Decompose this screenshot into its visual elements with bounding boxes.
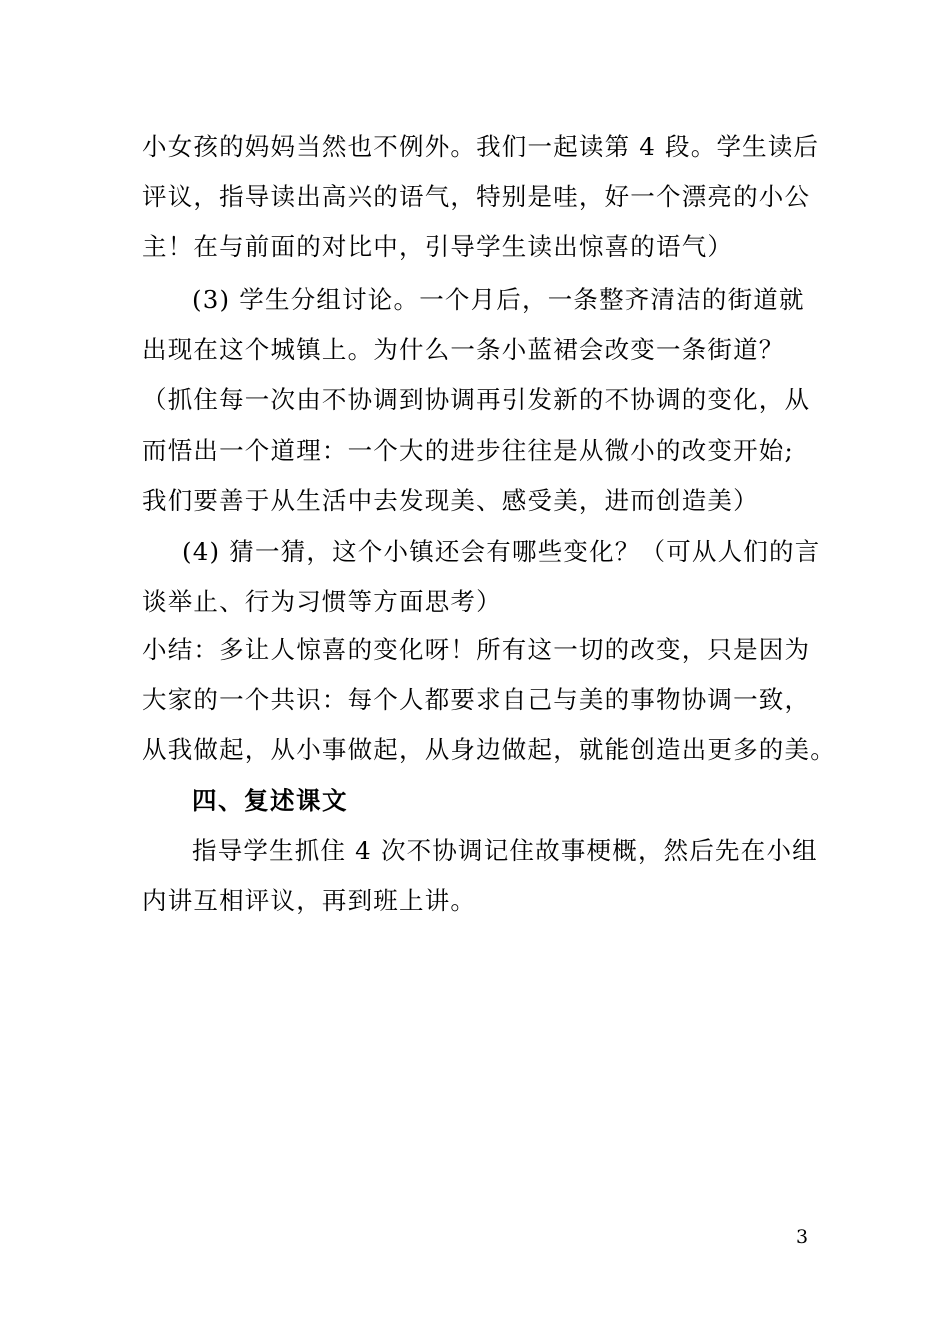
paragraph-line-3: 主！在与前面的对比中，引导学生读出惊喜的语气） (142, 232, 734, 261)
summary-line-1: 小结：多让人惊喜的变化呀！所有这一切的改变，只是因为 (142, 635, 811, 664)
page-number: 3 (796, 1226, 809, 1248)
paragraph-line-6: （抓住每一次由不协调到协调再引发新的不协调的变化，从 (142, 385, 811, 414)
paragraph-line-4: (3) 学生分组讨论。一个月后，一条整齐清洁的街道就 (192, 285, 805, 314)
paragraph-line-10: 谈举止、行为习惯等方面思考） (142, 587, 502, 616)
summary-line-2: 大家的一个共识：每个人都要求自己与美的事物协调一致， (142, 685, 811, 714)
paragraph-line-8: 我们要善于从生活中去发现美、感受美，进而创造美） (142, 486, 759, 515)
section-heading: 四、复述课文 (192, 786, 348, 815)
paragraph-line-7: 而悟出一个道理：一个大的进步往往是从微小的改变开始; (142, 436, 794, 465)
paragraph-line-9: (4) 猜一猜，这个小镇还会有哪些变化？（可从人们的言 (182, 537, 821, 566)
instruction-line-2: 内讲互相评议，再到班上讲。 (142, 886, 477, 915)
paragraph-line-2: 评议，指导读出高兴的语气，特别是哇，好一个漂亮的小公 (142, 182, 811, 211)
paragraph-line-1: 小女孩的妈妈当然也不例外。我们一起读第 4 段。学生读后 (142, 132, 820, 161)
paragraph-line-5: 出现在这个城镇上。为什么一条小蓝裙会改变一条街道？ (142, 335, 785, 364)
instruction-line-1: 指导学生抓住 4 次不协调记住故事梗概，然后先在小组 (192, 836, 818, 865)
summary-line-3: 从我做起，从小事做起，从身边做起，就能创造出更多的美。 (142, 735, 836, 764)
